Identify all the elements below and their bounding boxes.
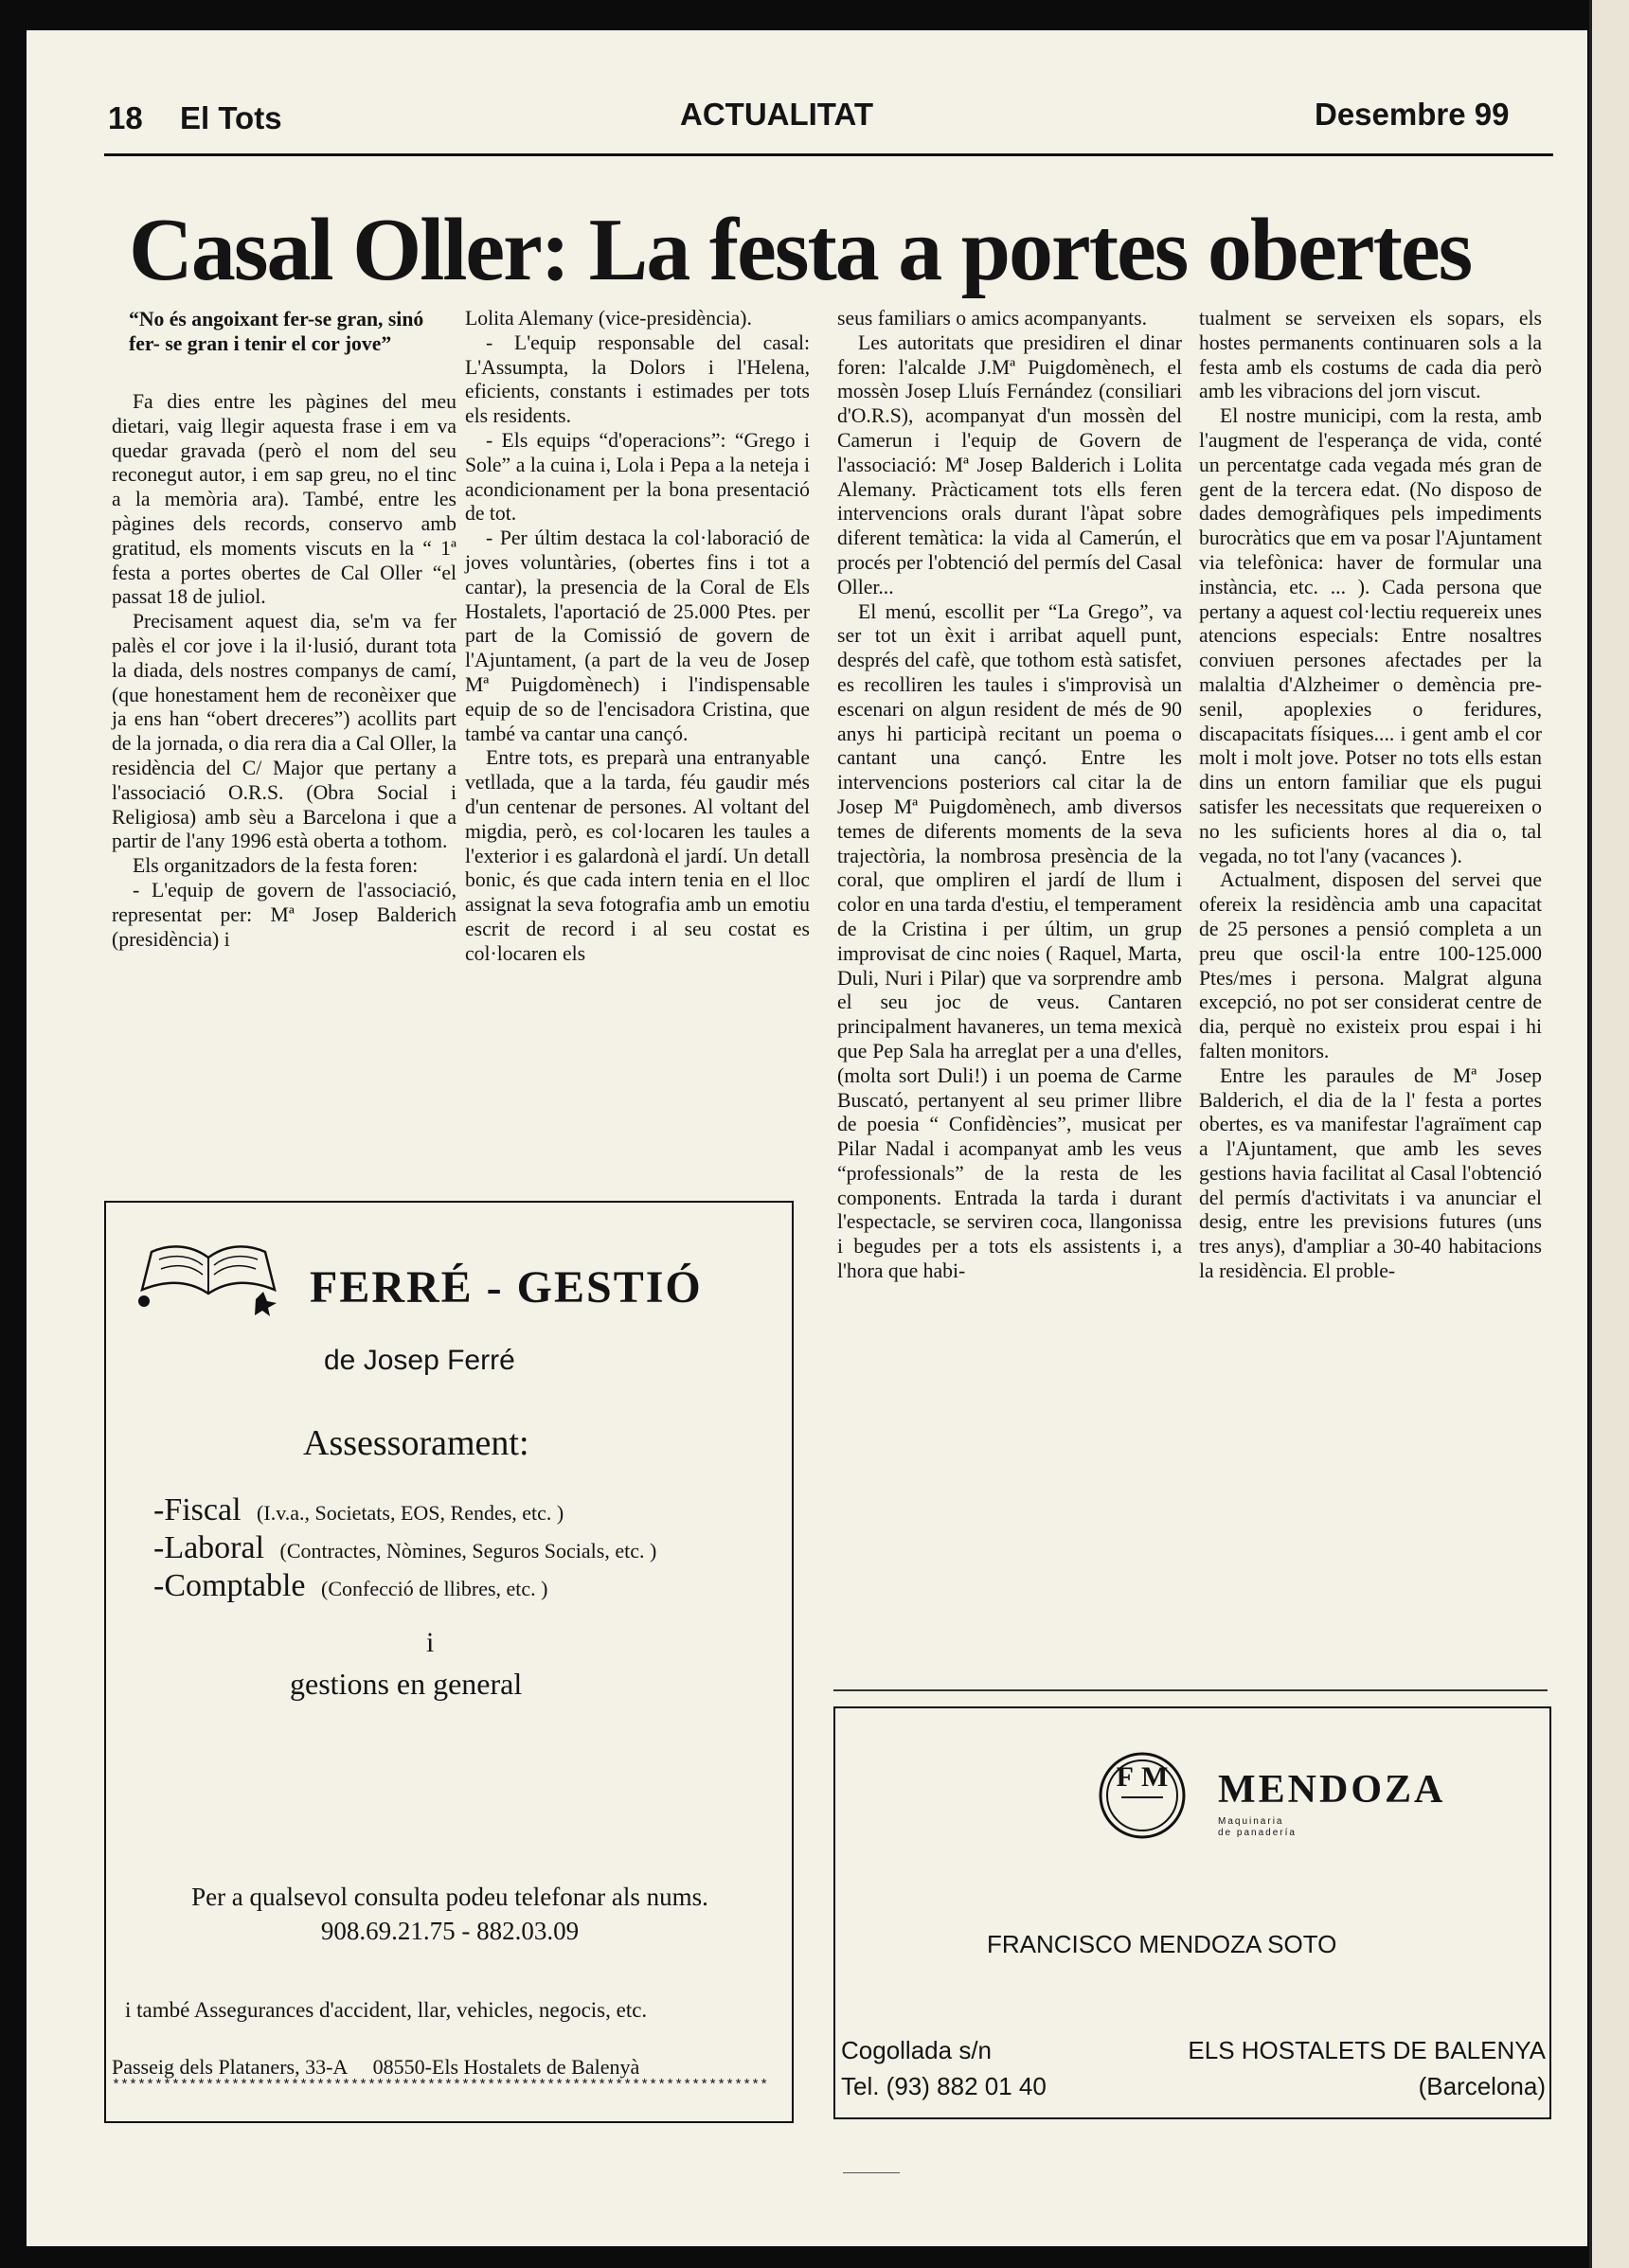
article-paragraph: El menú, escollit per “La Grego”, va ser tot un èxit i arribat aquell punt, després del cafè, que tothom està satisfet, es recolliren les taules i s'improvisà un escenari on algun resident de més de 90 anys hi participà recitant un poema o cantant una cançó. Entre les intervencions posteriors cal citar la de Josep Mª Puigdomènech, amb diversos temes de diferents moments de la seva trajectòria, la nombrosa presència de la coral, que ompliren el jardí de llum i color en una tarda d'estiu, el temperament de la Cristina i per últim, un grup improvisat de cinc noies ( Raquel, Marta, Duli, Nuri i Pilar) que va sorprendre amb el seu joc de veus. Cantaren principalment havaneres, un tema mexicà que Pep Sala ha arreglat per a una d'elles, (molta sort Duli!) i un poema de Carme Buscató, pertanyent al seu primer llibre de poesia “ Confidències”, musicat per Pilar Nadal i acompanyat amb les veus “professionals” de la resta de les components. Entrada la tarda i durant l'espectacle, se serviren coca, llangonissa i begudes per a tots els assistents i, a l'hora que habi- <box>837 599 1182 1283</box>
ferre-phones: 908.69.21.75 - 882.03.09 <box>320 1917 580 1945</box>
mendoza-phone: Tel. (93) 882 01 40 <box>841 2072 1047 2100</box>
mendoza-street: Cogollada s/n <box>841 2036 992 2064</box>
article-paragraph: Actualment, disposen del servei que ofereix la residència amb una capacitat de 25 persones a pensió completa a un preu que oscil·la entre 100-125.000 Ptes/mes i persona. Malgrat alguna excepció, no pot ser considerat centre de dia, perquè no existeix prou espai i hi falten monitors. <box>1199 868 1542 1063</box>
ferre-address: Passeig dels Plataners, 33-A 08550-Els Hostalets de Balenyà <box>112 2055 640 2079</box>
mendoza-brand: MENDOZA <box>1218 1768 1446 1812</box>
service-laboral: -Laboral (Contractes, Nòmines, Seguros Socials, etc. ) <box>153 1530 657 1565</box>
ferre-title: FERRÉ - GESTIÓ <box>310 1262 703 1313</box>
article-paragraph: seus familiars o amics acompanyants. <box>837 307 1148 330</box>
article-paragraph: - L'equip responsable del casal: L'Assumpta, la Dolors i l'Helena, eficients, constants i estimades per tots els residents. <box>465 330 810 428</box>
article-paragraph: - L'equip de govern de l'associació, representat per: Mª Josep Balderich (presidència) i <box>112 878 456 951</box>
mendoza-name: FRANCISCO MENDOZA SOTO <box>987 1930 1337 1958</box>
article-lead-quote: “No és angoixant fer-se gran, sinó fer- se gran i tenir el cor jove” <box>129 308 424 355</box>
adjacent-page-edge <box>1589 0 1629 2268</box>
header-rule <box>104 153 1553 156</box>
article-paragraph: Lolita Alemany (vice-presidència). <box>465 307 752 330</box>
article-column-2 <box>465 307 810 967</box>
mendoza-tagline-2: de panadería <box>1218 1828 1297 1838</box>
publication-name: El Tots <box>180 100 282 135</box>
ad-separator <box>833 1689 1548 1691</box>
mendoza-tagline-1: Maquinaria <box>1218 1816 1284 1827</box>
fm-logo-letters: FM <box>1116 1761 1176 1793</box>
newspaper-page <box>27 30 1587 2246</box>
mendoza-ad <box>833 1706 1551 2119</box>
article-paragraph: Les autoritats que presidiren el dinar foren: l'alcalde J.Mª Puigdomènech, el mossèn Josep Lluís Fernández (consiliari d'O.R.S), acompanyat d'un mossèn del Camerun i l'equip de Govern de l'associació: Mª Josep Balderich i Lolita Alemany. Pràcticament tots ells feren intervencions orals durant l'àpat sobre diferent temàtica: la vida al Camerún, el procés per l'obtenció del permís del Casal Oller... <box>837 330 1182 598</box>
ferre-contact-line: Per a qualsevol consulta podeu telefonar als nums. <box>191 1883 708 1911</box>
page-number: 18 <box>108 100 143 135</box>
article-paragraph: - Els equips “d'operacions”: “Grego i Sole” a la cuina i, Lola i Pepa a la neteja i acondicionament per la bona presentació de tot. <box>465 428 810 526</box>
article-paragraph: El nostre municipi, com la resta, amb l'augment de l'esperança de vida, conté un percentatge cada vegada més gran de gent de la tercera edat. (No disposo de dades demogràfiques pels impediments burocràtics que em va posar l'Ajuntament via telefònica: haver de formular una instància, etc. ... ). Cada persona que pertany a aquest col·lectiu requereix unes atencions especials: Entre nosaltres conviuen persones afectades per la malaltia d'Alzheimer o demència pre-senil, apoplexies o feridures, discapacitats físiques.... i gent amb el cor molt i molt jove. Potser no tots ells estan dins un entorn familiar que els pugui satisfer les necessitats que requereixen o no les suficients hores al dia o, tal vegada, no tot l'any (vacances ). <box>1199 404 1542 867</box>
section-title: ACTUALITAT <box>680 97 874 132</box>
service-fiscal: -Fiscal (I.v.a., Societats, EOS, Rendes, etc. ) <box>153 1492 564 1527</box>
ferre-insurance: i també Assegurances d'accident, llar, vehicles, negocis, etc. <box>125 1998 648 2022</box>
ferre-general: gestions en general <box>290 1667 523 1701</box>
article-column-4 <box>1199 307 1542 1284</box>
mendoza-province: (Barcelona) <box>1418 2072 1546 2100</box>
article-paragraph: tualment se serveixen els sopars, els hostes permanents continuaren sols a la festa amb els costums de cada dia però amb les vibracions del jorn viscut. <box>1199 307 1542 403</box>
ferre-heading: Assessorament: <box>303 1423 529 1463</box>
ferre-owner: de Josep Ferré <box>324 1345 515 1376</box>
article-paragraph: Entre les paraules de Mª Josep Balderich, el dia de la l' festa a portes obertes, es va manifestar l'agraïment cap a l'Ajuntament, que amb les seves gestions havia facilitat al Casal l'obtenció del permís d'activitats i va anunciar el desig, entre les previsions futures (uns tres anys), d'ampliar a 30-40 habitacions la residència. El proble- <box>1199 1063 1542 1283</box>
service-comptable: -Comptable (Confecció de llibres, etc. ) <box>153 1568 548 1603</box>
mendoza-town: ELS HOSTALETS DE BALENYA <box>1188 2036 1546 2064</box>
article-column-3 <box>837 307 1182 1284</box>
fm-logo <box>1097 1750 1188 1841</box>
article-paragraph: Entre tots, es preparà una entranyable vetllada, que a la tarda, féu gaudir més d'un centenar de persones. Al voltant del migdia, però, es col·locaren les taules a l'exterior i es galardonà el jardí. Un detall bonic, és que cada intern tenia en el lloc assignat la seva fotografia amb un emotiu escrit de record i al seu costat es col·locaren els <box>465 746 810 965</box>
ferre-star-border: ***************************************************************************** <box>112 2078 769 2094</box>
mendoza-rule <box>843 2172 900 2173</box>
open-book-icon <box>133 1231 284 1316</box>
article-column-1 <box>112 307 456 952</box>
article-paragraph: - Per últim destaca la col·laboració de joves voluntàries, (obertes fins i tot a cantar), la presencia de la Coral de Els Hostalets, l'aportació de 25.000 Ptes. per part de la Comissió de govern de l'Ajuntament, (a part de la veu de Josep Mª Puigdomènech) i l'indispensable equip de so de l'encisadora Cristina, que també va cantar una cançó. <box>465 527 810 745</box>
ferre-conjunction: i <box>426 1627 435 1658</box>
article-paragraph: Fa dies entre les pàgines del meu dietari, vaig llegir aquesta frase i em va quedar gravada (però el nom del seu reconegut autor, i em sap greu, no el tinc a la memòria ara). També, entre les pàgines dels records, conservo amb gratitud, els moments viscuts en la “ 1ª festa a portes obertes de Cal Oller “el passat 18 de juliol. <box>112 390 456 609</box>
issue-date: Desembre 99 <box>1315 97 1510 132</box>
ferre-gestio-ad <box>104 1201 794 2123</box>
article-paragraph: Precisament aquest dia, se'm va fer palès el cor jove i la il·lusió, durant tota la diada, dels nostres companys de camí, (que honestament hem de reconèixer que ja ens han “obert dreceres”) acollits part de la jornada, o dia rera dia a Cal Oller, la residència del C/ Major que pertany a l'associació O.R.S. (Obra Social i Religiosa) amb sèu a Barcelona i que a partir de l'any 1996 està oberta a tothom. <box>112 610 456 853</box>
article-paragraph: Els organitzadors de la festa foren: <box>133 854 419 878</box>
article-headline: Casal Oller: La festa a portes obertes <box>129 201 1472 299</box>
